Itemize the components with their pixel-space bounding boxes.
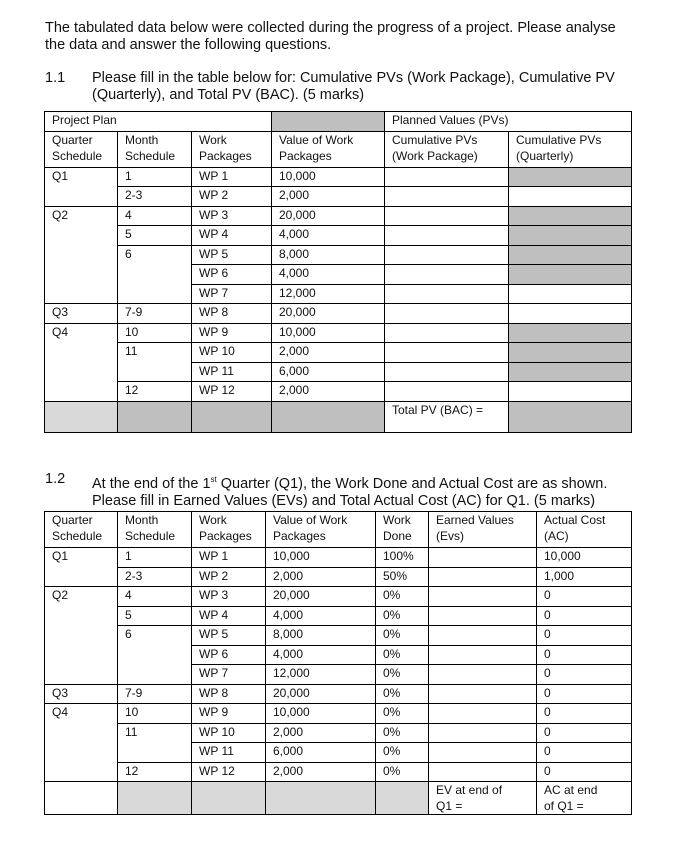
earned-value-input[interactable] [429, 567, 537, 587]
month-cell [118, 362, 192, 382]
month-cell: 7-9 [118, 304, 192, 324]
quarter-cell: Q4 [45, 323, 118, 343]
month-cell: 1 [118, 167, 192, 187]
intro-line-2: the data and answer the following questions. [45, 37, 332, 53]
value-cell: 20,000 [272, 206, 385, 226]
col-header-value: Value of Work Packages [272, 131, 385, 167]
value-cell: 12,000 [272, 284, 385, 304]
quarter-cell [45, 245, 118, 265]
table-row [45, 226, 632, 246]
table-row [45, 743, 632, 763]
table-row [45, 343, 632, 363]
value-cell: 10,000 [266, 548, 376, 568]
col-header-work-done: Work Done [376, 512, 429, 548]
shaded-cell [118, 401, 192, 432]
wp-cell: WP 11 [192, 743, 266, 763]
work-done-cell: 0% [376, 645, 429, 665]
quarter-cell [45, 665, 118, 685]
wp-cell: WP 2 [192, 567, 266, 587]
cumulative-wp-input[interactable] [385, 265, 509, 285]
actual-cost-cell: 1,000 [537, 567, 632, 587]
month-cell [118, 284, 192, 304]
question-1-1 [45, 70, 645, 104]
actual-cost-cell: 0 [537, 665, 632, 685]
actual-cost-cell: 0 [537, 606, 632, 626]
quarter-cell [45, 762, 118, 782]
month-cell: 2-3 [118, 567, 192, 587]
table-row [45, 626, 632, 646]
value-cell: 12,000 [266, 665, 376, 685]
table-row [45, 304, 632, 324]
shaded-cell [118, 782, 192, 815]
earned-value-input[interactable] [429, 743, 537, 763]
quarter-cell: Q1 [45, 167, 118, 187]
value-cell: 20,000 [272, 304, 385, 324]
planned-values-table [44, 111, 632, 433]
col-header-quarter: Quarter Schedule [45, 131, 118, 167]
shaded-cell [509, 226, 632, 246]
work-done-cell: 100% [376, 548, 429, 568]
table-row [45, 762, 632, 782]
earned-value-input[interactable] [429, 704, 537, 724]
wp-cell: WP 10 [192, 343, 272, 363]
month-cell [118, 665, 192, 685]
wp-cell: WP 6 [192, 645, 266, 665]
quarter-cell [45, 343, 118, 363]
quarter-cell [45, 626, 118, 646]
total-row [45, 782, 632, 815]
ac-end-of-q1-label[interactable]: AC at end of Q1 = [537, 782, 632, 815]
value-cell: 4,000 [272, 265, 385, 285]
table-row [45, 587, 632, 607]
actual-cost-cell: 0 [537, 762, 632, 782]
quarter-cell: Q4 [45, 704, 118, 724]
quarter-cell [45, 226, 118, 246]
earned-value-input[interactable] [429, 665, 537, 685]
wp-cell: WP 12 [192, 382, 272, 402]
month-cell: 4 [118, 587, 192, 607]
actual-cost-cell: 0 [537, 645, 632, 665]
month-cell: 6 [118, 626, 192, 646]
table-row [45, 704, 632, 724]
earned-value-input[interactable] [429, 606, 537, 626]
quarter-cell [45, 187, 118, 207]
quarter-cell [45, 743, 118, 763]
actual-cost-cell: 0 [537, 704, 632, 724]
month-cell: 1 [118, 548, 192, 568]
month-cell: 11 [118, 723, 192, 743]
question-line-1: At the end of the 1st Quarter (Q1), the Work Done and Actual Cost are as shown. [92, 475, 608, 492]
col-header-cumulative-wp: Cumulative PVs (Work Package) [385, 131, 509, 167]
month-cell: 6 [118, 245, 192, 265]
work-done-cell: 0% [376, 704, 429, 724]
header-shaded-cell [272, 112, 385, 132]
quarter-cell [45, 284, 118, 304]
quarter-cell [45, 265, 118, 285]
shaded-cell [509, 206, 632, 226]
table-row [45, 723, 632, 743]
wp-cell: WP 8 [192, 684, 266, 704]
planned-values-header: Planned Values (PVs) [385, 112, 632, 132]
intro-line-1: The tabulated data below were collected during the progress of a project. Please analyse [45, 20, 616, 36]
cumulative-wp-input[interactable] [385, 187, 509, 207]
wp-cell: WP 2 [192, 187, 272, 207]
value-cell: 6,000 [266, 743, 376, 763]
month-cell: 12 [118, 762, 192, 782]
quarter-cell: Q2 [45, 206, 118, 226]
value-cell: 2,000 [272, 382, 385, 402]
col-header-month: Month Schedule [118, 131, 192, 167]
table-row [45, 187, 632, 207]
table-row [45, 548, 632, 568]
cumulative-quarterly-input[interactable] [509, 284, 632, 304]
wp-cell: WP 1 [192, 167, 272, 187]
shaded-cell [509, 362, 632, 382]
table-row [45, 206, 632, 226]
shaded-cell [376, 782, 429, 815]
wp-cell: WP 12 [192, 762, 266, 782]
question-number: 1.2 [45, 471, 66, 487]
value-cell: 2,000 [266, 567, 376, 587]
actual-cost-cell: 10,000 [537, 548, 632, 568]
work-done-cell: 0% [376, 626, 429, 646]
cumulative-wp-input[interactable] [385, 343, 509, 363]
work-done-cell: 0% [376, 743, 429, 763]
question-line-1: Please fill in the table below for: Cumulative PVs (Work Package), Cumulative PV [92, 70, 615, 86]
earned-value-input[interactable] [429, 626, 537, 646]
col-header-work-packages: Work Packages [192, 131, 272, 167]
value-cell: 8,000 [272, 245, 385, 265]
value-cell: 10,000 [272, 167, 385, 187]
value-cell: 6,000 [272, 362, 385, 382]
wp-cell: WP 10 [192, 723, 266, 743]
month-cell: 5 [118, 226, 192, 246]
work-done-cell: 0% [376, 762, 429, 782]
col-header-value: Value of Work Packages [266, 512, 376, 548]
wp-cell: WP 11 [192, 362, 272, 382]
cumulative-wp-input[interactable] [385, 362, 509, 382]
table-row [45, 684, 632, 704]
question-number: 1.1 [45, 70, 66, 86]
cumulative-wp-input[interactable] [385, 167, 509, 187]
wp-cell: WP 9 [192, 704, 266, 724]
value-cell: 20,000 [266, 587, 376, 607]
table-row [45, 567, 632, 587]
month-cell [118, 743, 192, 763]
work-done-cell: 0% [376, 723, 429, 743]
cumulative-quarterly-input[interactable] [509, 187, 632, 207]
earned-value-input[interactable] [429, 684, 537, 704]
question-line-2: (Quarterly), and Total PV (BAC). (5 marks) [92, 87, 365, 103]
work-done-cell: 0% [376, 606, 429, 626]
value-cell: 10,000 [266, 704, 376, 724]
table-row [45, 167, 632, 187]
value-cell: 10,000 [272, 323, 385, 343]
cumulative-wp-input[interactable] [385, 226, 509, 246]
value-cell: 20,000 [266, 684, 376, 704]
month-cell: 5 [118, 606, 192, 626]
wp-cell: WP 5 [192, 245, 272, 265]
shaded-cell [272, 401, 385, 432]
table-row [45, 362, 632, 382]
col-header-cumulative-quarterly: Cumulative PVs (Quarterly) [509, 131, 632, 167]
earned-value-input[interactable] [429, 548, 537, 568]
wp-cell: WP 7 [192, 665, 266, 685]
actual-cost-cell: 0 [537, 743, 632, 763]
earned-values-table [44, 511, 632, 815]
shaded-cell [509, 167, 632, 187]
month-cell: 11 [118, 343, 192, 363]
quarter-cell: Q3 [45, 304, 118, 324]
earned-value-input[interactable] [429, 645, 537, 665]
ev-end-of-q1-label[interactable]: EV at end of Q1 = [429, 782, 537, 815]
actual-cost-cell: 0 [537, 723, 632, 743]
wp-cell: WP 4 [192, 606, 266, 626]
value-cell: 4,000 [266, 606, 376, 626]
value-cell: 2,000 [272, 343, 385, 363]
cumulative-wp-input[interactable] [385, 245, 509, 265]
question-1-2 [45, 471, 645, 510]
value-cell: 8,000 [266, 626, 376, 646]
shaded-cell [266, 782, 376, 815]
col-header-quarter: Quarter Schedule [45, 512, 118, 548]
value-cell: 2,000 [272, 187, 385, 207]
cumulative-wp-input[interactable] [385, 206, 509, 226]
shaded-cell [192, 401, 272, 432]
value-cell: 2,000 [266, 723, 376, 743]
intro-text [45, 20, 645, 54]
wp-cell: WP 9 [192, 323, 272, 343]
shaded-cell [509, 323, 632, 343]
quarter-cell [45, 645, 118, 665]
earned-value-input[interactable] [429, 762, 537, 782]
work-done-cell: 0% [376, 684, 429, 704]
wp-cell: WP 4 [192, 226, 272, 246]
col-header-earned-values: Earned Values (Evs) [429, 512, 537, 548]
quarter-cell: Q1 [45, 548, 118, 568]
table-row [45, 265, 632, 285]
quarter-cell [45, 362, 118, 382]
actual-cost-cell: 0 [537, 684, 632, 704]
quarter-cell: Q3 [45, 684, 118, 704]
table-row [45, 323, 632, 343]
quarter-cell [45, 382, 118, 402]
shaded-cell [192, 782, 266, 815]
work-done-cell: 50% [376, 567, 429, 587]
month-cell: 4 [118, 206, 192, 226]
col-header-month: Month Schedule [118, 512, 192, 548]
cumulative-quarterly-input[interactable] [509, 382, 632, 402]
shaded-cell [509, 245, 632, 265]
empty-cell [45, 782, 118, 815]
actual-cost-cell: 0 [537, 587, 632, 607]
wp-cell: WP 1 [192, 548, 266, 568]
wp-cell: WP 7 [192, 284, 272, 304]
work-done-cell: 0% [376, 665, 429, 685]
quarter-cell [45, 606, 118, 626]
value-cell: 4,000 [266, 645, 376, 665]
month-cell: 7-9 [118, 684, 192, 704]
total-pv-label: Total PV (BAC) = [385, 401, 509, 432]
month-cell: 2-3 [118, 187, 192, 207]
table-row [45, 245, 632, 265]
table-row [45, 606, 632, 626]
cumulative-wp-input[interactable] [385, 382, 509, 402]
cumulative-wp-input[interactable] [385, 323, 509, 343]
earned-value-input[interactable] [429, 587, 537, 607]
month-cell: 10 [118, 323, 192, 343]
wp-cell: WP 3 [192, 206, 272, 226]
table-row [45, 284, 632, 304]
quarter-cell: Q2 [45, 587, 118, 607]
shaded-cell [509, 265, 632, 285]
table-row [45, 665, 632, 685]
col-header-work-packages: Work Packages [192, 512, 266, 548]
quarter-cell [45, 723, 118, 743]
quarter-cell [45, 567, 118, 587]
wp-cell: WP 8 [192, 304, 272, 324]
month-cell: 10 [118, 704, 192, 724]
project-plan-header: Project Plan [45, 112, 272, 132]
wp-cell: WP 6 [192, 265, 272, 285]
col-header-actual-cost: Actual Cost (AC) [537, 512, 632, 548]
shaded-cell [509, 343, 632, 363]
table-row [45, 382, 632, 402]
value-cell: 4,000 [272, 226, 385, 246]
work-done-cell: 0% [376, 587, 429, 607]
month-cell: 12 [118, 382, 192, 402]
shaded-cell [45, 401, 118, 432]
cumulative-wp-input[interactable] [385, 284, 509, 304]
actual-cost-cell: 0 [537, 626, 632, 646]
earned-value-input[interactable] [429, 723, 537, 743]
wp-cell: WP 3 [192, 587, 266, 607]
table-row [45, 645, 632, 665]
value-cell: 2,000 [266, 762, 376, 782]
cumulative-quarterly-input[interactable] [509, 304, 632, 324]
month-cell [118, 265, 192, 285]
cumulative-wp-input[interactable] [385, 304, 509, 324]
total-row [45, 401, 632, 432]
month-cell [118, 645, 192, 665]
total-pv-input[interactable] [509, 401, 632, 432]
wp-cell: WP 5 [192, 626, 266, 646]
question-line-2: Please fill in Earned Values (EVs) and Total Actual Cost (AC) for Q1. (5 marks) [92, 492, 596, 509]
